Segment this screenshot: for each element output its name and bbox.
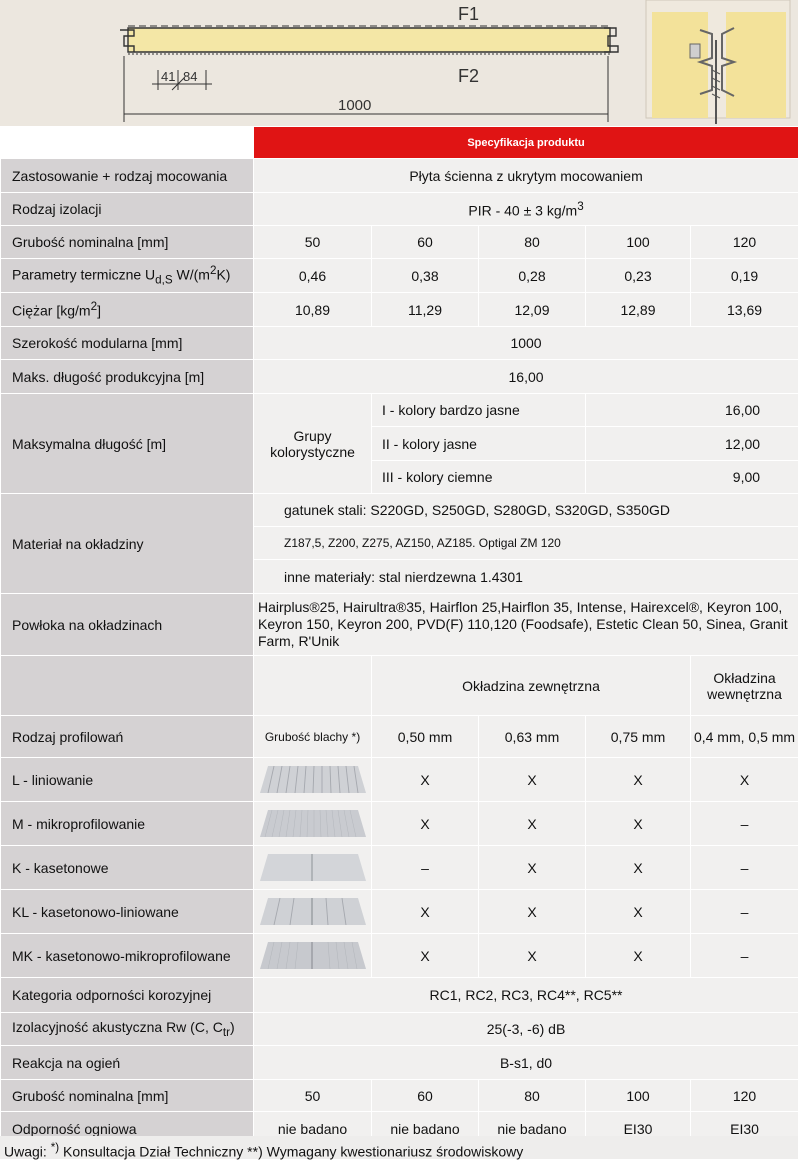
cell-l-4: X (691, 758, 798, 802)
label-ciezar-sup: 2 (91, 300, 97, 313)
label-ogien: Reakcja na ogień (1, 1046, 254, 1080)
notes-sup: *) (51, 1141, 59, 1154)
cell-k-4: – (691, 846, 798, 890)
row-korozja (1, 978, 798, 1013)
cell-mk-3: X (586, 934, 691, 978)
cell-grubosc2-60: 60 (372, 1080, 479, 1112)
spec-header: Specyfikacja produktu (254, 127, 798, 159)
cell-grubosc-120: 120 (691, 226, 798, 259)
label-material: Materiał na okładziny (1, 494, 254, 594)
row-ogien (1, 1046, 798, 1080)
dim-84: 84 (183, 69, 197, 84)
label-akustyka-sub: tr (223, 1026, 230, 1039)
cell-grubosc-50: 50 (254, 226, 372, 259)
label-ciezar (1, 293, 254, 327)
row-szerokosc (1, 327, 798, 360)
cell-grubosc2-120: 120 (691, 1080, 798, 1112)
swatch-cell-mk (254, 934, 372, 978)
swatch-cell-l (254, 758, 372, 802)
row-ciezar (1, 293, 798, 327)
label-izolacja: Rodzaj izolacji (1, 193, 254, 226)
grupa-2-value: 12,00 (586, 427, 798, 461)
panel-cross-section (0, 0, 798, 126)
grupa-2-name: II - kolory jasne (372, 427, 586, 461)
cell-m-1: X (372, 802, 479, 846)
cell-ciezar-4: 12,89 (586, 293, 691, 327)
material-line-3: inne materiały: stal nierdzewna 1.4301 (254, 560, 798, 594)
profile-l-swatch-icon (260, 766, 366, 793)
cell-ciezar-2: 11,29 (372, 293, 479, 327)
okladzina-blank (254, 656, 372, 716)
label-ciezar-b: ] (97, 303, 101, 319)
profile-mk-swatch-icon (260, 942, 366, 969)
profile-m-swatch-icon (260, 810, 366, 837)
cell-grubosc2-50: 50 (254, 1080, 372, 1112)
cell-grubosc-60: 60 (372, 226, 479, 259)
cell-kl-1: X (372, 890, 479, 934)
row-grubosc-2 (1, 1080, 798, 1112)
label-profile-l: L - liniowanie (1, 758, 254, 802)
row-maks-prod (1, 360, 798, 394)
cell-ciezar-3: 12,09 (479, 293, 586, 327)
cell-termiczne-3: 0,28 (479, 259, 586, 293)
cell-odpornosc-4: EI30 (586, 1112, 691, 1146)
dim-1000: 1000 (338, 97, 371, 114)
value-grupy: Grupy kolorystyczne (254, 394, 372, 494)
row-akustyka (1, 1013, 798, 1046)
label-ciezar-a: Ciężar [kg/m (12, 303, 91, 319)
row-maks-dl-1 (1, 394, 798, 427)
row-profile-l (1, 758, 798, 802)
cell-l-2: X (479, 758, 586, 802)
cell-blacha-063: 0,63 mm (479, 716, 586, 758)
cell-l-3: X (586, 758, 691, 802)
profile-k-swatch-icon (260, 854, 366, 881)
cell-termiczne-5: 0,19 (691, 259, 798, 293)
cell-mk-2: X (479, 934, 586, 978)
label-maks-prod: Maks. długość produkcyjna [m] (1, 360, 254, 394)
grupa-3-name: III - kolory ciemne (372, 461, 586, 494)
label-termiczne-c: K) (216, 267, 230, 283)
cell-k-3: X (586, 846, 691, 890)
value-izolacja-sup: 3 (577, 200, 583, 213)
value-ogien: B-s1, d0 (254, 1046, 798, 1080)
cell-blacha-wewn: 0,4 mm, 0,5 mm (691, 716, 798, 758)
cell-termiczne-1: 0,46 (254, 259, 372, 293)
value-powloka: Hairplus®25, Hairultra®35, Hairflon 25,Hairflon 35, Intense, Hairexcel®, Keyron 100, Keyron 150, Keyron 200, PVD(F) 110,120 (Foodsafe), Estetic Clean 50, Sinea, Granit Farm, R'Unik (254, 594, 798, 656)
value-izolacja (254, 193, 798, 226)
label-powloka: Powłoka na okładzinach (1, 594, 254, 656)
label-termiczne-sub: d,S (155, 274, 173, 287)
label-profilowania: Rodzaj profilowań (1, 716, 254, 758)
row-zastosowanie (1, 159, 798, 193)
material-line-2: Z187,5, Z200, Z275, AZ150, AZ185. Optigal ZM 120 (254, 527, 798, 560)
value-korozja: RC1, RC2, RC3, RC4**, RC5** (254, 978, 798, 1013)
label-profile-m: M - mikroprofilowanie (1, 802, 254, 846)
label-termiczne (1, 259, 254, 293)
row-powloka (1, 594, 798, 656)
label-grubosc: Grubość nominalna [mm] (1, 226, 254, 259)
row-profile-m (1, 802, 798, 846)
okladzina-blank-label (1, 656, 254, 716)
cell-odpornosc-5: EI30 (691, 1112, 798, 1146)
label-profile-kl: KL - kasetonowo-liniowane (1, 890, 254, 934)
cell-kl-2: X (479, 890, 586, 934)
cell-m-4: – (691, 802, 798, 846)
spec-table (0, 126, 798, 1146)
cell-odpornosc-1: nie badano (254, 1112, 372, 1146)
row-termiczne (1, 259, 798, 293)
value-zastosowanie: Płyta ścienna z ukrytym mocowaniem (254, 159, 798, 193)
cell-k-2: X (479, 846, 586, 890)
label-termiczne-sup: 2 (210, 264, 216, 277)
profile-kl-swatch-icon (260, 898, 366, 925)
notes (0, 1136, 798, 1159)
grupa-3-value: 9,00 (586, 461, 798, 494)
label-zastosowanie: Zastosowanie + rodzaj mocowania (1, 159, 254, 193)
cell-ciezar-5: 13,69 (691, 293, 798, 327)
label-odpornosc: Odporność ogniowa (1, 1112, 254, 1146)
cell-kl-3: X (586, 890, 691, 934)
value-szerokosc: 1000 (254, 327, 798, 360)
cell-l-1: X (372, 758, 479, 802)
cell-grubosc2-80: 80 (479, 1080, 586, 1112)
label-akustyka-b: ) (230, 1019, 235, 1035)
label-maks-dl: Maksymalna długość [m] (1, 394, 254, 494)
cell-odpornosc-3: nie badano (479, 1112, 586, 1146)
label-profile-k: K - kasetonowe (1, 846, 254, 890)
okladzina-wewn: Okładzina wewnętrzna (691, 656, 798, 716)
cell-m-2: X (479, 802, 586, 846)
cell-m-3: X (586, 802, 691, 846)
cell-blacha-050: 0,50 mm (372, 716, 479, 758)
row-profile-k (1, 846, 798, 890)
label-profile-mk: MK - kasetonowo-mikroprofilowane (1, 934, 254, 978)
label-szerokosc: Szerokość modularna [mm] (1, 327, 254, 360)
row-izolacja (1, 193, 798, 226)
value-izolacja-text: PIR - 40 ± 3 kg/m (468, 202, 577, 218)
grupa-1-value: 16,00 (586, 394, 798, 427)
row-grubosc (1, 226, 798, 259)
material-line-1: gatunek stali: S220GD, S250GD, S280GD, S320GD, S350GD (254, 494, 798, 527)
label-f1: F1 (458, 4, 479, 24)
cell-grubosc-80: 80 (479, 226, 586, 259)
value-akustyka: 25(-3, -6) dB (254, 1013, 798, 1046)
header-row (1, 127, 798, 159)
swatch-cell-kl (254, 890, 372, 934)
label-grubosc-2: Grubość nominalna [mm] (1, 1080, 254, 1112)
panel-drawing (0, 0, 798, 126)
label-termiczne-b: W/(m (173, 267, 210, 283)
row-material-1 (1, 494, 798, 527)
row-profilowania (1, 716, 798, 758)
cell-mk-1: X (372, 934, 479, 978)
row-profile-mk (1, 934, 798, 978)
swatch-cell-k (254, 846, 372, 890)
dim-41: 41 (161, 69, 175, 84)
value-maks-prod: 16,00 (254, 360, 798, 394)
cell-termiczne-4: 0,23 (586, 259, 691, 293)
cell-grubosc2-100: 100 (586, 1080, 691, 1112)
cell-grubosc-blachy: Grubość blachy *) (254, 716, 372, 758)
label-termiczne-a: Parametry termiczne U (12, 267, 155, 283)
notes-text: Konsultacja Dział Techniczny **) Wymagany kwestionariusz środowiskowy (59, 1144, 523, 1160)
label-korozja: Kategoria odporności korozyjnej (1, 978, 254, 1013)
notes-prefix: Uwagi: (4, 1144, 51, 1160)
cell-grubosc-100: 100 (586, 226, 691, 259)
cell-ciezar-1: 10,89 (254, 293, 372, 327)
row-profile-kl (1, 890, 798, 934)
label-f2: F2 (458, 66, 479, 86)
cell-blacha-075: 0,75 mm (586, 716, 691, 758)
swatch-cell-m (254, 802, 372, 846)
header-blank (1, 127, 254, 159)
cell-kl-4: – (691, 890, 798, 934)
grupa-1-name: I - kolory bardzo jasne (372, 394, 586, 427)
cell-termiczne-2: 0,38 (372, 259, 479, 293)
row-okladzina (1, 656, 798, 716)
cell-k-1: – (372, 846, 479, 890)
okladzina-zewn: Okładzina zewnętrzna (372, 656, 691, 716)
label-akustyka (1, 1013, 254, 1046)
label-akustyka-a: Izolacyjność akustyczna Rw (C, C (12, 1019, 223, 1035)
cell-odpornosc-2: nie badano (372, 1112, 479, 1146)
cell-mk-4: – (691, 934, 798, 978)
